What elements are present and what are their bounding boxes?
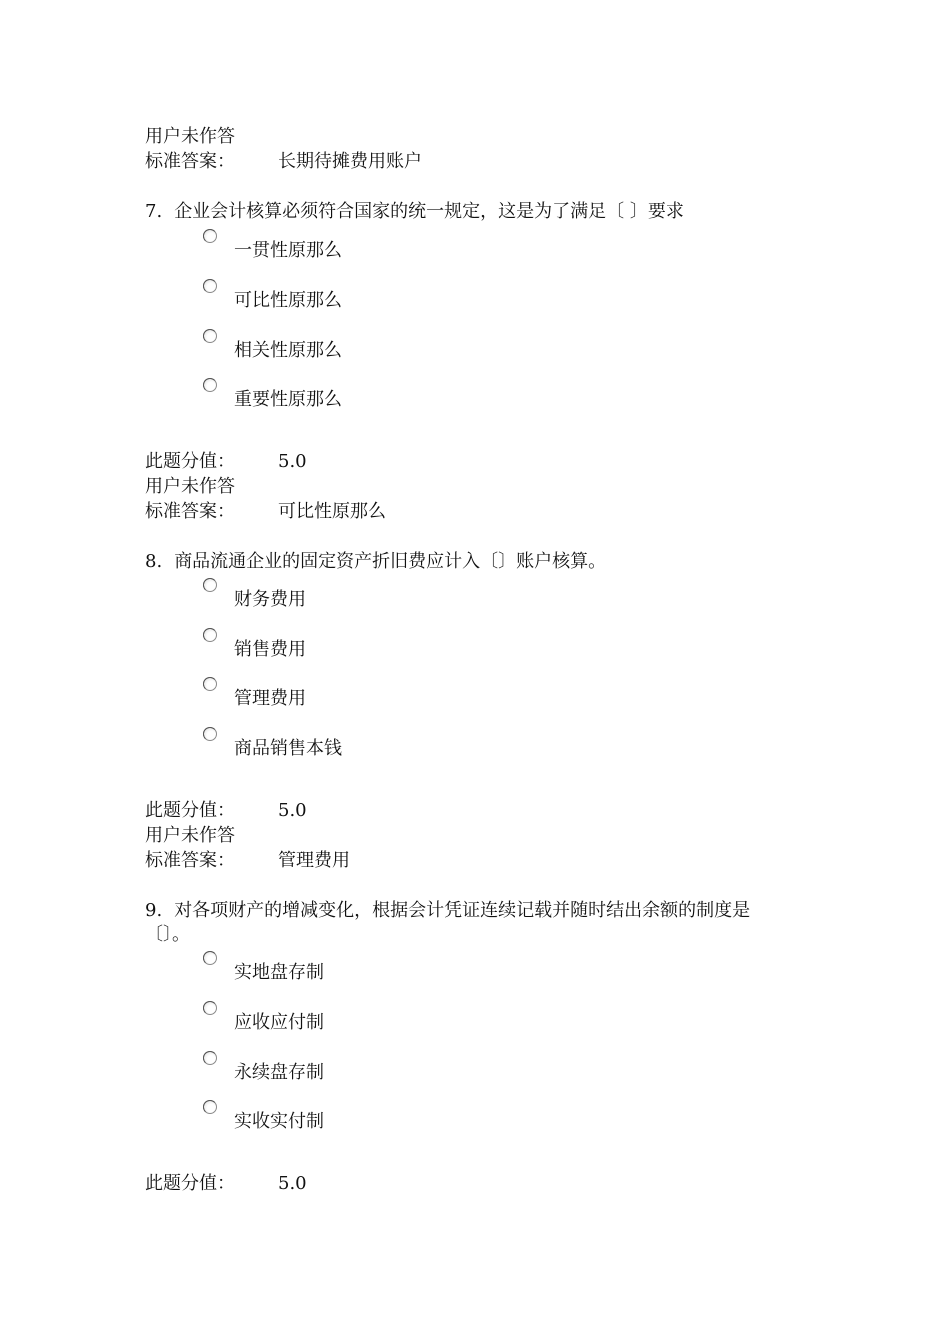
answer-label: 标准答案： <box>145 151 235 172</box>
q7-score <box>145 450 307 474</box>
option-label: 相关性原那么 <box>234 340 342 361</box>
option-label: 可比性原那么 <box>234 290 342 311</box>
score-label: 此题分值： <box>145 800 235 821</box>
option-label: 财务费用 <box>234 589 306 610</box>
option-label: 永续盘存制 <box>234 1062 324 1083</box>
option-label: 商品销售本钱 <box>234 738 342 759</box>
radio-icon[interactable] <box>203 229 217 243</box>
answer-value: 管理费用 <box>278 850 350 871</box>
prev-standard-answer <box>145 150 422 174</box>
radio-icon[interactable] <box>203 677 217 691</box>
radio-icon[interactable] <box>203 951 217 965</box>
option-label: 重要性原那么 <box>234 389 342 410</box>
answer-label: 标准答案： <box>145 850 235 871</box>
option-label: 实收实付制 <box>234 1111 324 1132</box>
q8-status: 用户未作答 <box>145 825 235 846</box>
score-label: 此题分值： <box>145 1173 235 1194</box>
q8-standard-answer <box>145 849 350 873</box>
option-label: 一贯性原那么 <box>234 240 342 261</box>
radio-icon[interactable] <box>203 378 217 392</box>
radio-icon[interactable] <box>203 1051 217 1065</box>
radio-icon[interactable] <box>203 578 217 592</box>
score-label: 此题分值： <box>145 451 235 472</box>
question-number: 8. <box>145 551 163 572</box>
option-label: 实地盘存制 <box>234 962 324 983</box>
score-value: 5.0 <box>278 451 307 472</box>
q9-score <box>145 1172 307 1196</box>
question-8 <box>145 550 825 574</box>
q7-standard-answer <box>145 500 386 524</box>
radio-icon[interactable] <box>203 279 217 293</box>
radio-icon[interactable] <box>203 628 217 642</box>
q8-score <box>145 799 307 823</box>
question-number: 7. <box>145 201 163 222</box>
q7-status: 用户未作答 <box>145 476 235 497</box>
question-text: 企业会计核算必须符合国家的统一规定，这是为了满足〔 〕要求 <box>174 201 684 222</box>
answer-label: 标准答案： <box>145 501 235 522</box>
option-label: 管理费用 <box>234 688 306 709</box>
question-text: 对各项财产的增减变化，根据会计凭证连续记载并随时结出余额的制度是 <box>174 900 751 921</box>
question-9 <box>145 899 825 947</box>
radio-icon[interactable] <box>203 329 217 343</box>
answer-value: 可比性原那么 <box>278 501 386 522</box>
radio-icon[interactable] <box>203 727 217 741</box>
question-number: 9. <box>145 900 163 921</box>
radio-icon[interactable] <box>203 1100 217 1114</box>
answer-value: 长期待摊费用账户 <box>278 151 422 172</box>
radio-icon[interactable] <box>203 1001 217 1015</box>
prev-status: 用户未作答 <box>145 126 235 147</box>
question-text-continued: 〔〕。 <box>145 924 190 945</box>
score-value: 5.0 <box>278 800 307 821</box>
score-value: 5.0 <box>278 1173 307 1194</box>
option-label: 应收应付制 <box>234 1012 324 1033</box>
option-label: 销售费用 <box>234 639 306 660</box>
question-7 <box>145 200 825 224</box>
question-text: 商品流通企业的固定资产折旧费应计入〔〕账户核算。 <box>174 551 607 572</box>
